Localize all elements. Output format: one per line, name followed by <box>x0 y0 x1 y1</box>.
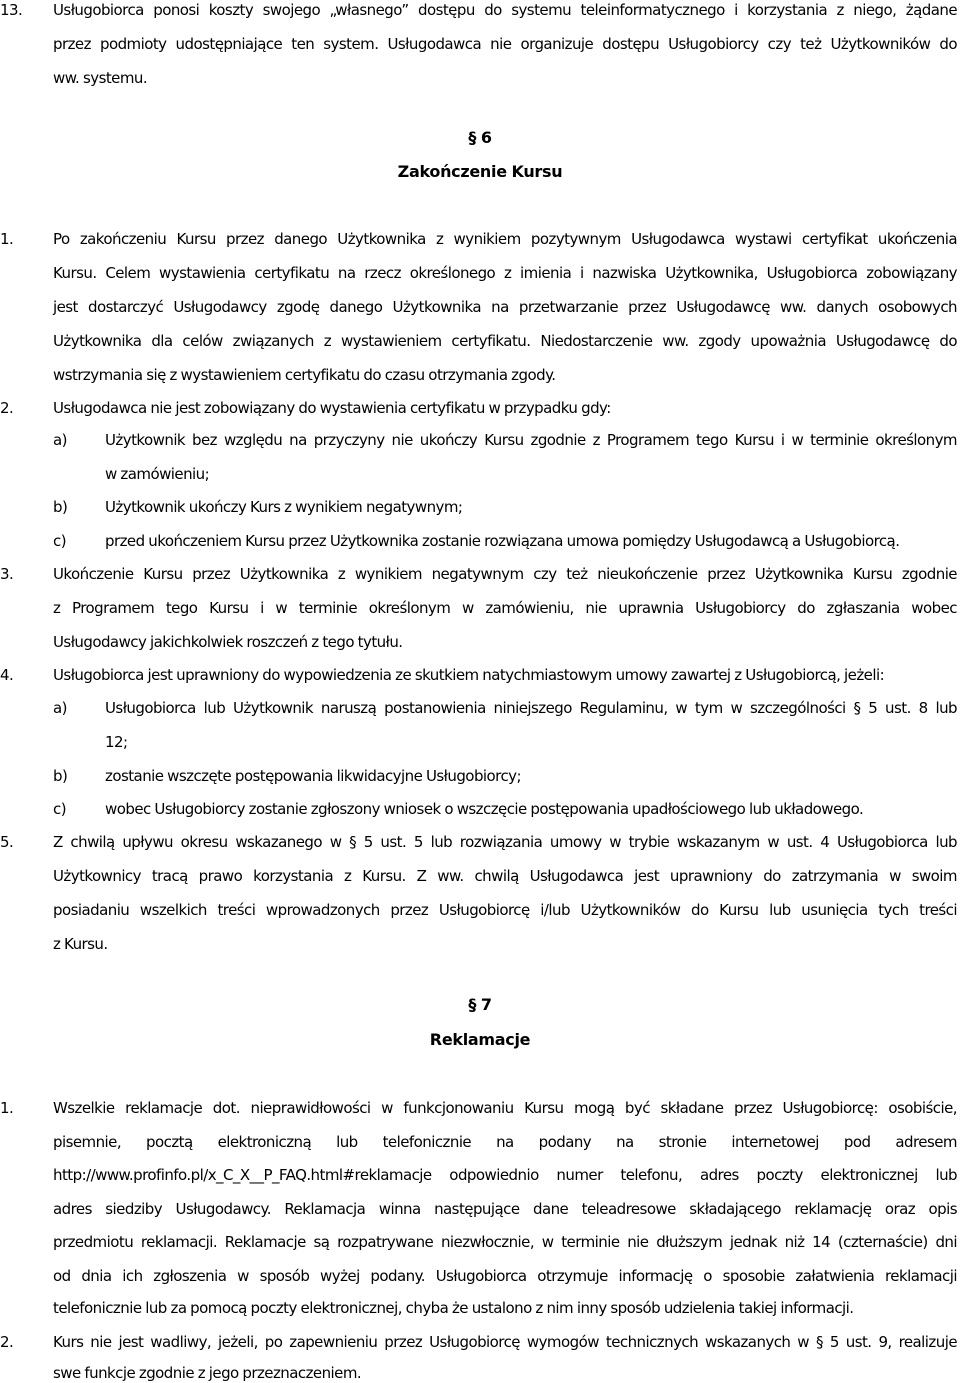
text-line: z Programem tego Kursu i w terminie określonym w zamówieniu, nie uprawnia Usługobiorcy do zgłaszania wobec <box>53 599 957 617</box>
text-line: Użytkownik ukończy Kurs z wynikiem negatywnym; <box>105 498 463 516</box>
text-line: od dnia ich zgłoszenia w sposób wyżej podany. Usługobiorca otrzymuje informację o sposobie załatwienia reklamacji <box>53 1267 957 1285</box>
text-line: przed ukończeniem Kursu przez Użytkownika zostanie rozwiązana umowa pomiędzy Usługodawcą a Usługobiorcą. <box>105 532 900 550</box>
text-line: przez podmioty udostępniające ten system. Usługodawca nie organizuje dostępu Usługobiorcy czy też Użytkowników do <box>53 35 957 53</box>
paragraph-number: 1. <box>0 1099 14 1117</box>
text-line: przedmiotu reklamacji. Reklamacje są rozpatrywane niezwłocznie, w terminie nie dłuższym jednak niż 14 (czternaście) dni <box>53 1233 957 1251</box>
text-line: Usługodawca nie jest zobowiązany do wystawienia certyfikatu w przypadku gdy: <box>53 399 611 417</box>
list-letter: c) <box>53 532 66 550</box>
text-line: http://www.profinfo.pl/x_C_X__P_FAQ.html#reklamacje odpowiednio numer telefonu, adres poczty elektronicznej lub <box>53 1166 957 1184</box>
text-line: 12; <box>105 733 128 751</box>
text-line: z Kursu. <box>53 935 108 953</box>
text-line: zostanie wszczęte postępowania likwidacyjne Usługobiorcy; <box>105 767 521 785</box>
item-number: 13. <box>0 1 23 19</box>
text-line: Ukończenie Kursu przez Użytkownika z wynikiem negatywnym czy też nieukończenie przez Użytkownika Kursu zgodnie <box>53 565 957 583</box>
text-line: wstrzymania się z wystawieniem certyfikatu do czasu otrzymania zgody. <box>53 366 556 384</box>
paragraph-number: 2. <box>0 1333 14 1351</box>
text-line: swe funkcje zgodnie z jego przeznaczeniem. <box>53 1364 362 1382</box>
text-line: jest dostarczyć Usługodawcy zgodę danego Użytkownika na przetwarzanie przez Usługodawcę ww. danych osobowych <box>53 298 957 316</box>
text-line: Usługobiorca lub Użytkownik naruszą postanowienia niniejszego Regulaminu, w tym w szczególności § 5 ust. 8 lub <box>105 699 957 717</box>
section-symbol: § 7 <box>468 995 492 1014</box>
section-symbol: § 6 <box>468 128 492 147</box>
section-title: Zakończenie Kursu <box>397 162 563 181</box>
paragraph-number: 4. <box>0 666 14 684</box>
text-line: Użytkownika dla celów związanych z wystawieniem certyfikatu. Niedostarczenie ww. zgody upoważnia Usługodawcę do <box>53 332 957 350</box>
text-line: ww. systemu. <box>53 69 148 87</box>
text-line: Usługobiorca ponosi koszty swojego „własnego” dostępu do systemu teleinformatycznego i korzystania z niego, żądane <box>53 1 957 19</box>
text-line: Kurs nie jest wadliwy, jeżeli, po zapewnieniu przez Usługobiorcę wymogów technicznych wskazanych w § 5 ust. 9, realizuje <box>53 1333 957 1351</box>
list-letter: b) <box>53 498 68 516</box>
section-title: Reklamacje <box>429 1030 531 1049</box>
text-line: Po zakończeniu Kursu przez danego Użytkownika z wynikiem pozytywnym Usługodawca wystawi certyfikat ukończenia <box>53 230 957 248</box>
text-line: Z chwilą upływu okresu wskazanego w § 5 ust. 5 lub rozwiązania umowy w trybie wskazanym w ust. 4 Usługobiorca lub <box>53 833 957 851</box>
text-line: pisemnie, pocztą elektroniczną lub telefonicznie na podany na stronie internetowej pod adresem <box>53 1133 957 1151</box>
text-line: Użytkownicy tracą prawo korzystania z Kursu. Z ww. chwilą Usługodawca jest uprawniony do zatrzymania w swoim <box>53 867 957 885</box>
paragraph-number: 3. <box>0 565 14 583</box>
text-line: Użytkownik bez względu na przyczyny nie ukończy Kursu zgodnie z Programem tego Kursu i w terminie określonym <box>105 431 957 449</box>
list-letter: b) <box>53 767 68 785</box>
list-letter: a) <box>53 431 67 449</box>
text-line: Wszelkie reklamacje dot. nieprawidłowości w funkcjonowaniu Kursu mogą być składane przez Usługobiorcę: osobiście, <box>53 1099 957 1117</box>
text-line: telefonicznie lub za pomocą poczty elektronicznej, chyba że ustalono z nim inny sposób udzielenia takiej informacji. <box>53 1299 854 1317</box>
text-line: Kursu. Celem wystawienia certyfikatu na rzecz określonego z imienia i nazwiska Użytkownika, Usługobiorca zobowiązany <box>53 264 957 282</box>
paragraph-number: 1. <box>0 230 14 248</box>
text-line: w zamówieniu; <box>105 465 210 483</box>
list-letter: c) <box>53 800 66 818</box>
text-line: posiadaniu wszelkich treści wprowadzonych przez Usługobiorcę i/lub Użytkowników do Kursu lub usunięcia tych treści <box>53 901 957 919</box>
text-line: Usługobiorca jest uprawniony do wypowiedzenia ze skutkiem natychmiastowym umowy zawartej z Usługobiorcą, jeżeli: <box>53 666 885 684</box>
paragraph-number: 2. <box>0 399 14 417</box>
list-letter: a) <box>53 699 67 717</box>
paragraph-number: 5. <box>0 833 14 851</box>
text-line: adres siedziby Usługodawcy. Reklamacja winna następujące dane teleadresowe składającego reklamację oraz opis <box>53 1200 957 1218</box>
text-line: wobec Usługobiorcy zostanie zgłoszony wniosek o wszczęcie postępowania upadłościowego lub układowego. <box>105 800 864 818</box>
text-line: Usługodawcy jakichkolwiek roszczeń z tego tytułu. <box>53 633 403 651</box>
